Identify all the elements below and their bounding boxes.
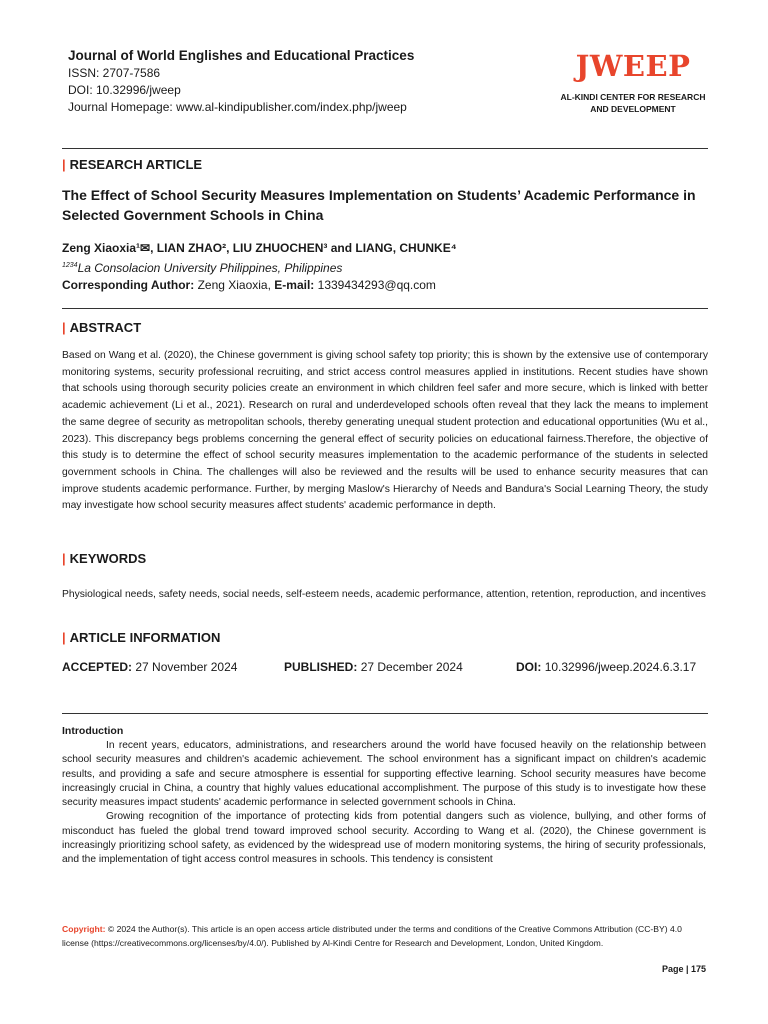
section-bar: |: [62, 320, 66, 335]
copyright-label: Copyright:: [62, 924, 106, 934]
abstract-divider: [62, 308, 708, 309]
accepted-label: ACCEPTED:: [62, 660, 133, 674]
email-label: E-mail:: [274, 278, 315, 292]
introduction-heading: Introduction: [62, 725, 124, 737]
article-info-heading: [62, 629, 220, 647]
author-names: Zeng Xiaoxia¹✉, LIAN ZHAO², LIU ZHUOCHEN³ and LIANG, CHUNKE⁴: [62, 241, 457, 255]
abstract-text: Based on Wang et al. (2020), the Chinese government is giving school safety top priority; this is shown by the extensive use of contemporary monitoring systems, security professional recruiting, and strict access control measures applied in institutions. Recent studies have shown that schools using thorough security policies create an environment in which children feel safer and more secure, which is linked with better academic achievement (Li et al., 2021). Research on rural and underdeveloped schools often reveal that they lack the means to implement the same degree of security as metropolitan schools, thereby generating unequal student protection and educational opportunities (Wu et al., 2023). This discrepancy begs problems concerning the general effect of security policies on educational fairness.Therefore, the objective of this study is to determine the effect of school security measures implementation to the academic performance of the students in selected government schools in China. The challenges will also be reviewed and the results will be used to enhance security measures that can improve students academic performance. Further, by merging Maslow's Hierarchy of Needs and Bandura's Social Learning Theory, the study may investigate how school security measures affect students' academic performance in depth.: [62, 350, 708, 512]
abstract-heading-label: ABSTRACT: [69, 320, 142, 335]
article-info-row: [62, 658, 708, 676]
keywords-text: Physiological needs, safety needs, social needs, self-esteem needs, academic performance, attention, retention, reproduction, and incentives: [62, 589, 706, 600]
page-number: Page | 175: [661, 964, 706, 974]
author-block: [62, 240, 708, 294]
affiliation-sup: 1234: [62, 262, 78, 269]
section-bar: |: [62, 157, 66, 172]
journal-issn: ISSN: 2707-7586: [68, 66, 161, 80]
article-type-label: RESEARCH ARTICLE: [69, 157, 203, 172]
journal-doi: DOI: 10.32996/jweep: [68, 83, 181, 97]
corresponding-name: Zeng Xiaoxia,: [197, 278, 271, 292]
logo-subtitle-2: AND DEVELOPMENT: [590, 104, 676, 114]
abstract-heading: [62, 319, 141, 337]
header-divider: [62, 148, 708, 149]
accepted-value: 27 November 2024: [135, 660, 238, 674]
article-doi: [516, 658, 696, 676]
published-value: 27 December 2024: [360, 660, 463, 674]
logo-mark: JWEEP: [575, 49, 691, 83]
article-type: [62, 156, 202, 174]
accepted-date: [62, 658, 237, 676]
logo-subtitle-1: AL-KINDI CENTER FOR RESEARCH: [560, 92, 706, 102]
copyright-footer: [62, 923, 706, 950]
keywords-heading: [62, 550, 146, 568]
section-bar: |: [62, 551, 66, 566]
introduction-body: [62, 739, 706, 868]
journal-title: Journal of World Englishes and Educational Practices: [68, 48, 415, 63]
intro-paragraph-2: Growing recognition of the importance of protecting kids from potential dangers such as violence, bullying, and other forms of misconduct has fueled the global trend toward improved school security. According to Wang et al. (2020), the Chinese government is increasingly prioritizing school safety, as evidenced by the widespread use of modern monitoring systems, the hiring of security professionals, and the implementation of tight access control measures in schools. This tendency is consistent: [62, 811, 706, 866]
journal-header: [68, 47, 708, 139]
published-date: [284, 658, 463, 676]
affiliation: [62, 257, 708, 277]
corresponding-author: [62, 277, 708, 294]
section-bar: |: [62, 630, 66, 645]
doi-label: DOI:: [516, 660, 542, 674]
published-label: PUBLISHED:: [284, 660, 358, 674]
affiliation-text: La Consolacion University Philippines, Philippines: [77, 261, 343, 275]
copyright-text: © 2024 the Author(s). This article is an open access article distributed under the terms and conditions of the Creative Commons Attribution (CC-BY) 4.0 license (https://creativecommons.org/licenses/by/4.0/). Published by Al-Kindi Centre for Research and Development, London, United Kingdom.: [62, 924, 682, 948]
keywords-heading-label: KEYWORDS: [69, 551, 147, 566]
author-email[interactable]: 1339434293@qq.com: [317, 278, 436, 292]
intro-divider: [62, 713, 708, 714]
journal-logo: [558, 49, 708, 115]
doi-value[interactable]: 10.32996/jweep.2024.6.3.17: [544, 660, 697, 674]
corresponding-label: Corresponding Author:: [62, 278, 195, 292]
article-title: The Effect of School Security Measures Implementation on Students’ Academic Performance in Selected Government Schools in China: [62, 187, 696, 223]
intro-paragraph-1: In recent years, educators, administrations, and researchers around the world have focused heavily on the relationship between school security measures and children's academic achievement. The school environment has a significant impact on children's academic results, and providing a safe and secure atmosphere is essential for supporting effective learning. School security measures have become increasingly crucial in China, a country that highly values educational accomplishment. The purpose of this study is to investigate how these security measures impact students' academic performance in selected government schools in China.: [62, 740, 706, 809]
journal-homepage: Journal Homepage: www.al-kindipublisher.com/index.php/jweep: [68, 100, 407, 114]
article-info-heading-label: ARTICLE INFORMATION: [69, 630, 221, 645]
